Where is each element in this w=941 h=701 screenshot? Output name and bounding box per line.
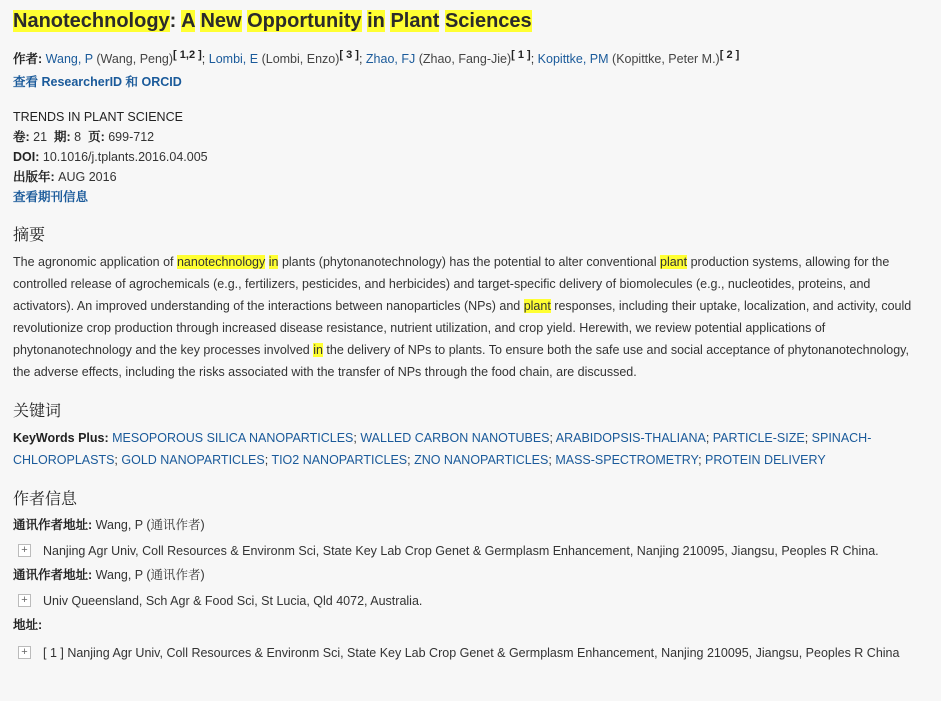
- title-highlight: Plant: [390, 10, 440, 32]
- address-text: Nanjing Agr Univ, Coll Resources & Environm Sci, State Key Lab Crop Genet & Germplasm Enhancement, Nanjing 210095, Jiangsu, Peoples R China.: [43, 544, 879, 558]
- abstract-highlight: plant: [660, 255, 688, 269]
- keyword-link[interactable]: MESOPOROUS SILICA NANOPARTICLES: [112, 431, 354, 445]
- address-text: [ 1 ] Nanjing Agr Univ, Coll Resources & Environm Sci, State Key Lab Crop Genet & Germplasm Enhancement, Nanjing 210095, Jiangsu, Peoples R China: [43, 646, 900, 660]
- pubdate-label: 出版年:: [13, 170, 55, 184]
- author-link-zhao[interactable]: Zhao, FJ: [365, 52, 416, 66]
- volume-issue-pages: [13, 127, 928, 147]
- keyword-link[interactable]: MASS-SPECTROMETRY: [555, 453, 699, 467]
- expand-icon[interactable]: +: [18, 646, 31, 659]
- author-link-wang[interactable]: Wang, P: [45, 52, 93, 66]
- keywords-plus-label: KeyWords Plus:: [13, 431, 109, 445]
- journal-info-link[interactable]: 查看期刊信息: [13, 190, 89, 204]
- title-highlight: A: [181, 10, 195, 32]
- pages-value: 699-712: [108, 130, 155, 144]
- authors-label: 作者:: [13, 52, 43, 66]
- reprint-address-line: [13, 515, 928, 535]
- abstract-segment: plants (phytonanotechnology) has the potential to alter conventional: [278, 255, 660, 269]
- title-highlight: Opportunity: [247, 10, 362, 32]
- abstract-highlight: in: [313, 343, 323, 357]
- reprint-address-line: [13, 565, 928, 585]
- address-text: Univ Queensland, Sch Agr & Food Sci, St Lucia, Qld 4072, Australia.: [43, 594, 423, 608]
- author-affil-ref[interactable]: [ 3 ]: [339, 49, 359, 61]
- title-highlight: in: [367, 10, 385, 32]
- title-text: :: [169, 10, 177, 32]
- abstract-highlight: plant: [523, 299, 551, 313]
- record-title: [13, 8, 928, 34]
- author-link-kopittke[interactable]: Kopittke, PM: [537, 52, 609, 66]
- reprint-author: Wang, P (通讯作者): [95, 568, 205, 582]
- keyword-link[interactable]: PROTEIN DELIVERY: [705, 453, 826, 467]
- author-affil-ref[interactable]: [ 2 ]: [719, 49, 740, 61]
- keyword-link[interactable]: PARTICLE-SIZE: [712, 431, 805, 445]
- author-link-lombi[interactable]: Lombi, E: [208, 52, 259, 66]
- author-info-heading: 作者信息: [13, 489, 78, 508]
- author-separator: ;: [358, 52, 363, 66]
- keyword-link[interactable]: ARABIDOPSIS-THALIANA: [555, 431, 706, 445]
- abstract-segment: the delivery of NPs to plants. To ensure both the safe use and social acceptance of phytonanotechnology, the adverse effects, including the risks associated with the transfer of NPs through the food chain, are discussed.: [13, 343, 909, 379]
- title-highlight: Sciences: [444, 10, 532, 32]
- address-line: [13, 615, 928, 635]
- keywords-heading: 关键词: [13, 401, 62, 420]
- reprint-address: [13, 591, 928, 611]
- abstract-highlight: nanotechnology: [176, 255, 266, 269]
- reprint-address-label: 通讯作者地址:: [13, 568, 93, 582]
- researcher-id-link[interactable]: 查看 ResearcherID 和 ORCID: [13, 75, 182, 89]
- author-fullname: (Kopittke, Peter M.): [612, 52, 720, 66]
- author-fullname: (Lombi, Enzo): [261, 52, 340, 66]
- author-affil-ref[interactable]: [ 1,2 ]: [173, 49, 202, 61]
- expand-icon[interactable]: +: [18, 594, 31, 607]
- abstract-segment: production systems, allowing for the controlled release of agrochemicals (e.g., fertilizers, pesticides, and herbicides) and target-specific delivery of biomolecules (e.g., nucleotides, proteins, and activators). An improved understanding of the interactions between nanoparticles (NPs) and: [13, 255, 890, 313]
- author-fullname: (Wang, Peng): [96, 52, 174, 66]
- issue-label: 期:: [54, 130, 71, 144]
- abstract-segment: responses, including their uptake, localization, and activity, could revolutionize crop production through increased disease resistance, nutrient utilization, and crop yield. Herewith, we review potential applications of phytonanotechnology and the key processes involved: [13, 299, 912, 357]
- volume-value: 21: [33, 130, 48, 144]
- doi-line: [13, 147, 928, 167]
- volume-label: 卷:: [13, 130, 30, 144]
- keywords-plus: KeyWords Plus: MESOPOROUS SILICA NANOPARTICLES; WALLED CARBON NANOTUBES; ARABIDOPSIS-THALIANA; PARTICLE-SIZE; SPINACH-CHLOROPLASTS; GOLD NANOPARTICLES; TIO2 NANOPARTICLES; ZNO NANOPARTICLES; MASS-SPECTROMETRY; PROTEIN DELIVERY: [13, 431, 872, 467]
- doi-label: DOI:: [13, 150, 40, 164]
- reprint-address: [13, 541, 928, 561]
- title-highlight: New: [200, 10, 242, 32]
- expand-icon[interactable]: +: [18, 544, 31, 557]
- pubdate-value: AUG 2016: [58, 170, 117, 184]
- keyword-link[interactable]: GOLD NANOPARTICLES: [121, 453, 265, 467]
- author-separator: ;: [530, 52, 535, 66]
- abstract-segment: The agronomic application of: [13, 255, 177, 269]
- abstract-text: [13, 251, 928, 383]
- keyword-link[interactable]: WALLED CARBON NANOTUBES: [360, 431, 550, 445]
- abstract-highlight: in: [268, 255, 279, 269]
- title-highlight: Nanotechnology: [13, 10, 170, 32]
- doi-value: 10.1016/j.tplants.2016.04.005: [42, 150, 208, 164]
- reprint-address-label: 通讯作者地址:: [13, 518, 93, 532]
- keyword-link[interactable]: ZNO NANOPARTICLES: [414, 453, 549, 467]
- keyword-link[interactable]: SPINACH-CHLOROPLASTS: [13, 431, 872, 467]
- author-fullname: (Zhao, Fang-Jie): [418, 52, 512, 66]
- pages-label: 页:: [88, 130, 105, 144]
- issue-value: 8: [74, 130, 82, 144]
- journal-info: [13, 107, 928, 207]
- pubdate-line: [13, 167, 928, 187]
- keyword-link[interactable]: TIO2 NANOPARTICLES: [271, 453, 408, 467]
- author-affil-ref[interactable]: [ 1 ]: [511, 49, 531, 61]
- author-list: [13, 50, 928, 68]
- journal-name: TRENDS IN PLANT SCIENCE: [13, 110, 183, 124]
- address-label: 地址:: [13, 618, 43, 632]
- author-separator: ;: [201, 52, 206, 66]
- affiliation-address: [13, 643, 928, 663]
- reprint-author: Wang, P (通讯作者): [95, 518, 205, 532]
- abstract-heading: 摘要: [13, 225, 46, 244]
